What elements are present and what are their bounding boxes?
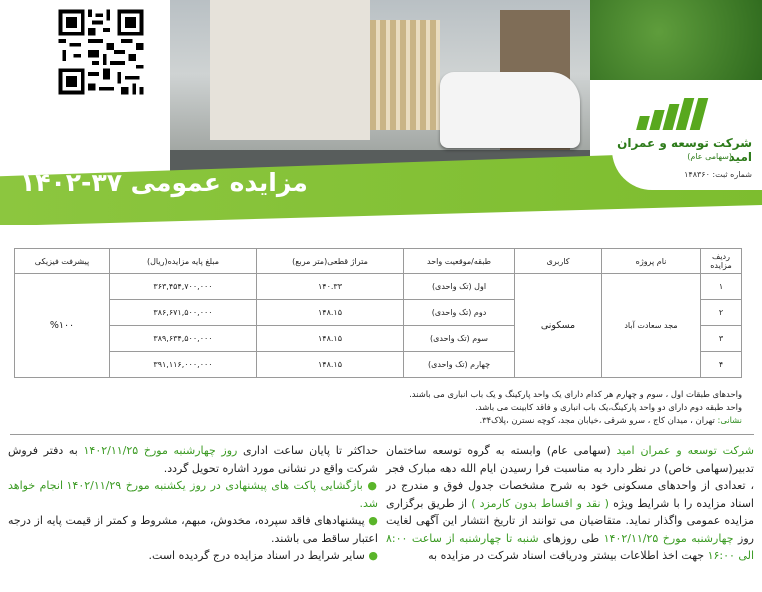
auction-table <box>14 248 742 378</box>
col-header-usage: کاربری <box>515 249 602 274</box>
table-row <box>15 274 742 300</box>
col-header-project: نام پروژه <box>602 249 701 274</box>
cell-project: مجد سعادت آباد <box>602 274 701 378</box>
announcement-left-column <box>8 442 378 565</box>
body-text: از طریق برگزاری مزایده عمومی واگذار نماید. متقاضیان می توانند از تاریخ انتشار این آگهی لغایت روز <box>386 496 754 545</box>
table-header-row <box>15 249 742 274</box>
table-notes <box>14 388 742 427</box>
office-hours: شنبه تا چهارشنبه از ساعت ۸:۰۰ الی ۱۶:۰۰ <box>386 531 754 562</box>
col-header-price: مبلغ پایه مزایده(ریال) <box>110 249 257 274</box>
logo-company-name: شرکت توسعه و عمران امید <box>617 136 752 164</box>
announcement-right-column <box>386 442 754 565</box>
bullet-icon: ● <box>362 479 378 492</box>
cell-area: ۱۴۸.۱۵ <box>257 326 404 352</box>
cell-row-no: ۴ <box>701 352 742 378</box>
col-header-floor: طبقه/موقعیت واحد <box>404 249 515 274</box>
cell-price: ۳۸۹,۶۳۴,۵۰۰,۰۰۰ <box>110 326 257 352</box>
company-logo <box>612 80 762 190</box>
logo-company-type: (سهامی عام) <box>687 152 732 161</box>
col-header-row-no: ردیف مزایده <box>701 249 742 274</box>
page-title: مزایده عمومی ۳۷-۱۴۰۲ <box>20 168 308 197</box>
body-text: جهت اخذ اطلاعات بیشتر ودریافت اسناد شرکت در مزایده به <box>428 549 708 562</box>
cell-area: ۱۴۸.۱۵ <box>257 352 404 378</box>
body-text: طی روزهای <box>538 531 604 545</box>
cell-floor: سوم (تک واحدی) <box>404 326 515 352</box>
other-terms-note: سایر شرایط در اسناد مزایده درج گردیده است. <box>148 549 365 562</box>
cell-area: ۱۴۰.۳۳ <box>257 274 404 300</box>
bullet-icon: ● <box>364 549 378 562</box>
cell-price: ۳۹۱,۱۱۶,۰۰۰,۰۰۰ <box>110 352 257 378</box>
company-name: شرکت توسعه و عمران امید <box>616 444 754 457</box>
car-image <box>440 72 580 148</box>
cell-floor: اول (تک واحدی) <box>404 274 515 300</box>
cell-floor: چهارم (تک واحدی) <box>404 352 515 378</box>
note-line: واحدهای طبقات اول ، سوم و چهارم هر کدام دارای یک واحد پارکینگ و یک باب انباری می باشند. <box>409 389 742 399</box>
address-label: نشانی: <box>717 415 742 425</box>
address-line <box>14 414 742 427</box>
body-text: به دفتر فروش شرکت واقع در نشانی مورد اشاره تحویل گردد. <box>8 444 378 475</box>
building-photo <box>170 0 590 185</box>
deadline-date: چهارشنبه مورخ ۱۴۰۲/۱۱/۲۵ <box>603 531 734 545</box>
cell-usage: مسکونی <box>515 274 602 378</box>
cell-row-no: ۳ <box>701 326 742 352</box>
cell-row-no: ۲ <box>701 300 742 326</box>
cell-progress: %۱۰۰ <box>15 274 110 378</box>
header-banner <box>0 0 762 235</box>
cell-floor: دوم (تک واحدی) <box>404 300 515 326</box>
opening-note: بازگشایی پاکت های پیشنهادی در روز یکشنبه مورخ ۱۴۰۲/۱۱/۲۹ انجام خواهد شد. <box>8 479 378 510</box>
col-header-area: متراژ قطعی(متر مربع) <box>257 249 404 274</box>
col-header-progress: پیشرفت فیزیکی <box>15 249 110 274</box>
logo-mark-icon <box>638 98 708 130</box>
cell-row-no: ۱ <box>701 274 742 300</box>
body-text: (سهامی عام) وابسته به گروه توسعه ساختمان تدبیر(سهامی خاص) در نظر دارد به مناسبت فرا رسیدن ایام الله دهه مبارک فجر ، تعدادی از واحدهای مسکونی خود به شرح مشخصات جدول فوق و مندرج در اسناد مزایده را با شرایط ویژه <box>386 444 754 510</box>
cell-price: ۳۸۶,۶۷۱,۵۰۰,۰۰۰ <box>110 300 257 326</box>
cell-price: ۳۶۳,۴۵۴,۷۰۰,۰۰۰ <box>110 274 257 300</box>
qr-code-icon[interactable] <box>48 6 154 98</box>
submission-deadline: روز چهارشنبه مورخ ۱۴۰۲/۱۱/۲۵ <box>83 444 238 457</box>
registration-number: شماره ثبت: ۱۴۸۳۶۰ <box>684 170 752 179</box>
tree-image <box>590 0 762 80</box>
divider <box>10 434 754 435</box>
note-line: واحد طبقه دوم دارای دو واحد پارکینگ،یک باب انباری و فاقد کابینت می باشد. <box>475 402 742 412</box>
bullet-icon: ● <box>364 514 378 527</box>
special-terms: ( نقد و اقساط بدون کارمزد ) <box>471 496 609 510</box>
address-text: تهران ، میدان کاج ، سرو شرقی ،خیابان مجد، کوچه نسترن ،پلاک۳۴. <box>479 415 718 425</box>
body-text: حداکثر تا پایان ساعت اداری <box>237 444 379 457</box>
invalid-bids-note: پیشنهادهای فاقد سپرده، مخدوش، مبهم، مشروط و کمتر از قیمت پایه از درجه اعتبار ساقط می باشند. <box>8 514 378 545</box>
cell-area: ۱۴۸.۱۵ <box>257 300 404 326</box>
